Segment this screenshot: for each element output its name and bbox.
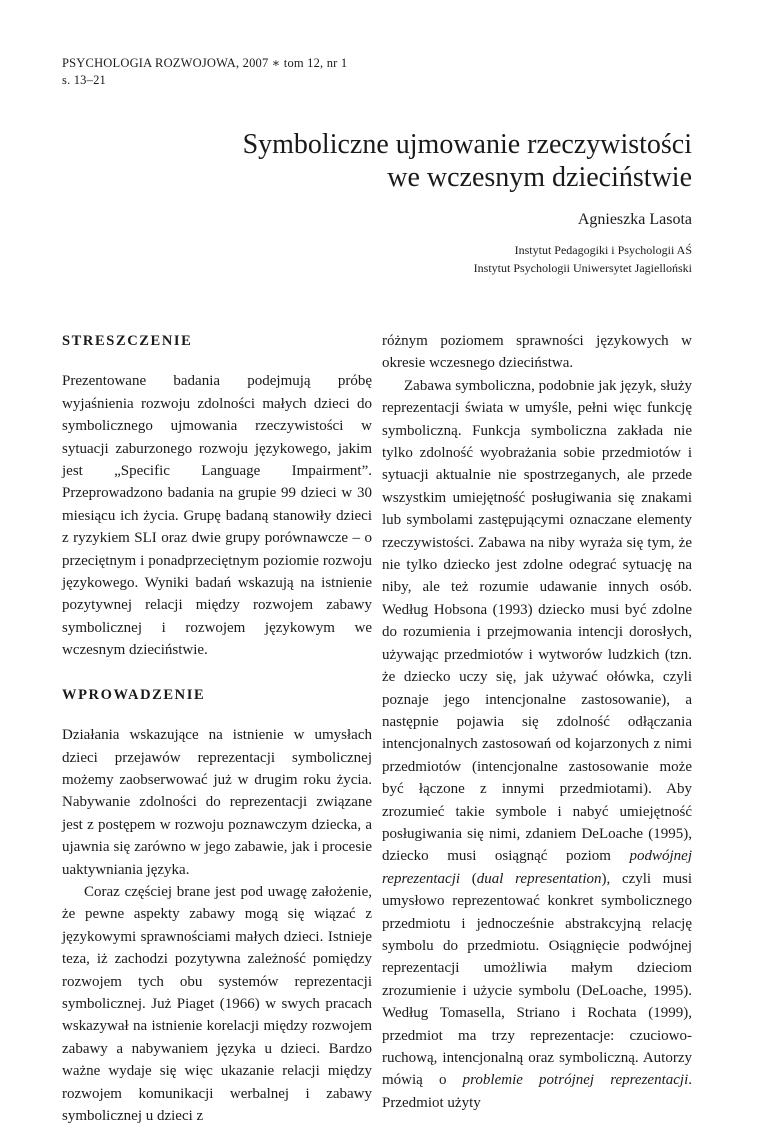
journal-header (62, 55, 347, 89)
term-dual-representation-en: dual representation (476, 870, 602, 887)
article-title (92, 128, 692, 194)
title-line-1: Symboliczne ujmowanie rzeczywistości (242, 129, 692, 160)
right-column (382, 330, 692, 1114)
body-paragraph (382, 375, 692, 1114)
intro-paragraph-2: Coraz częściej brane jest pod uwagę założenie, że pewne aspekty zabawy mogą się wiązać z językowymi sprawnościami małych dzieci. Istnieje teza, iż zachodzi pozytywna zależność pomiędzy rozwojem tych obu systemów reprezentacji symbolicznej. Już Piaget (1966) w swych pracach wskazywał na istnienie korelacji między rozwojem zabawy a nabywaniem języka u dzieci. Bardzo ważne wydaje się więc ukazanie relacji między rozwojem komunikacji werbalnej i zabawy symbolicznej u dzieci z (62, 883, 372, 1124)
abstract-heading: STRESZCZENIE (62, 333, 193, 349)
affiliation-1: Instytut Pedagogiki i Psychologii AŚ (514, 243, 692, 257)
affiliation-2: Instytut Psychologii Uniwersytet Jagielloński (473, 261, 692, 275)
title-line-2: we wczesnym dzieciństwie (387, 162, 692, 193)
intro-heading: WPROWADZENIE (62, 686, 206, 703)
affiliations (474, 241, 692, 277)
term-triple-representation: problemie potrójnej reprezentacji (462, 1072, 689, 1089)
body-text-4: . Przedmiot użyty (382, 1072, 692, 1111)
intro-paragraph-1: Działania wskazujące na istnienie w umysłach dzieci przejawów reprezentacji symbolicznej możemy zaobserwować już w drugim roku życia. Nabywanie zdolności do reprezentacji związane jest z postępem w rozwoju poznawczym dziecka, a ujawnia się zarówno w jego zabawie, jak i procesie uaktywniania języka. (62, 727, 372, 878)
abstract-text: Prezentowane badania podejmują próbę wyjaśnienia rozwoju zdolności małych dzieci do symbolicznego ujmowania rzeczywistości w sytuacji zaburzonego rozwoju językowego, jakim jest „Specific Language Impairment”. Przeprowadzono badania na grupie 99 dzieci w 30 miesiącu ich życia. Grupę badaną stanowiły dzieci z ryzykiem SLI oraz dwie grupy porównawcze – o przeciętnym i ponadprzeciętnym poziomie rozwoju językowego. Wyniki badań wskazują na istnienie pozytywnej relacji między rozwojem zabawy symbolicznej i rozwojem językowym we wczesnym dzieciństwie. (62, 373, 372, 659)
body-text-1: Zabawa symboliczna, podobnie jak język, służy reprezentacji świata w umyśle, pełni więc funkcję symboliczną. Funkcja symboliczna zakłada nie tylko zdolność wyobrażania sobie przedmiotów i sytuacji aktualnie nie spostrzeganych, ale przede wszystkim umiejętność posługiwania się znakami lub symbolami zastępującymi oznaczane elementy rzeczywistości. Zabawa na niby wyraża się tym, że nie tylko dziecko jest zdolne odegrać sytuację na niby, ale też rozumie udawanie innych osób. Według Hobsona (1993) dziecko musi być zdolne do rozumienia i przejmowania intencji dorosłych, używając przedmiotów i wytworów ludzkich (tzn. że dziecko uczy się, jak używać ołówka, czyli poznaje jego intencjonalne zastosowanie), a następnie pojawia się zdolność odłączania intencjonalnych zastosowań od kojarzonych z nimi przedmiotów (intencjonalne zastosowanie może być łączone z innymi przedmiotami). Aby zrozumieć takie symbole i nabyć umiejętność posługiwania się nimi, zdaniem DeLoache (1995), dziecko musi osiągnąć poziom (382, 377, 692, 865)
left-column (62, 330, 372, 1127)
journal-citation: PSYCHOLOGIA ROZWOJOWA, 2007 ∗ tom 12, nr 1 (62, 56, 348, 70)
body-text-2: ( (460, 870, 477, 887)
term-dual-representation-pl: podwójnej reprezentacji (382, 848, 692, 887)
continued-paragraph: różnym poziomem sprawności językowych w okresie wczesnego dzieciństwa. (382, 333, 692, 372)
body-text-3: ), czyli musi umysłowo reprezentować konkret symbolicznego przedmiotu i jednocześnie abstrakcyjną relację symbolu do przedmiotu. Osiągnięcie podwójnej reprezentacji umożliwia małym dzieciom zrozumienie i użycie symbolu (DeLoache, 1995). Według Tomasella, Striano i Rochata (1999), przedmiot ma trzy reprezentacje: czuciowo-ruchową, intencjonalną oraz symboliczną. Autorzy mówią o (382, 870, 692, 1089)
section-gap (62, 662, 372, 684)
page-range: s. 13–21 (62, 73, 106, 87)
author-name: Agnieszka Lasota (577, 211, 692, 228)
